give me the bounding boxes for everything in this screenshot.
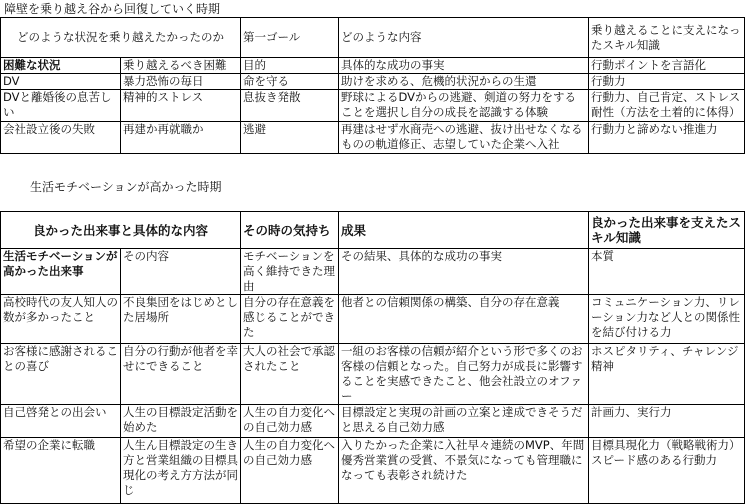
table1-header-goal: 第一ゴール [241,18,339,58]
table1-header-content: どのような内容 [339,18,589,58]
table1-sub-point: 行動ポイントを言語化 [589,58,745,74]
table-cell: 大人の社会で承認されたこと [241,344,339,405]
table1-subheader-row [1,58,745,74]
table-row [1,122,745,154]
table-cell: 一組のお客様の信頼が紹介という形で多くのお客様の信頼となった。自己努力が成長に影響することを実感できたこと、他会社設立のオファー [339,344,589,405]
table-row [1,438,745,504]
table-cell: 目標具現化力（戦略戦術力）スピード感のある行動力 [589,438,745,504]
table-row [1,74,745,90]
table-cell: ホスピタリティ、チャレンジ精神 [589,344,745,405]
table-cell: 精神的ストレス [121,90,241,122]
table-cell: コミュニケーション力、リレーション力など人との関係性を結び付ける力 [589,295,745,344]
table-cell: DV [1,74,121,90]
table1-sub-overcome: 乗り越えるべき困難 [121,58,241,74]
table2-header-result: 成果 [339,212,589,249]
table-cell: 不良集団をはじめとした居場所 [121,295,241,344]
table2-header-event: 良かった出来事と具体的な内容 [1,212,241,249]
table2-sub-content: その内容 [121,249,241,295]
recovery-period-table [0,17,745,154]
table-cell: 行動力 [589,74,745,90]
motivation-period-table [0,211,745,504]
table-row [1,295,745,344]
table-cell: 高校時代の友人知人の数が多かったこと [1,295,121,344]
table1-sub-purpose: 目的 [241,58,339,74]
table-cell: 目標設定と実現の計画の立案と達成できそうだと思える自己効力感 [339,405,589,438]
table-cell: 助けを求める、危機的状況からの生還 [339,74,589,90]
table-cell: DVと離婚後の息苦しい [1,90,121,122]
table-cell: 逃避 [241,122,339,154]
table1-sub-difficult: 困難な状況 [1,58,121,74]
table2-sub-reason: モチベーションを高く維持できた理由 [241,249,339,295]
table-row [1,90,745,122]
table-cell: 自己啓発との出会い [1,405,121,438]
table1-header-row [1,18,745,58]
table-cell: 人生の自力変化への自己効力感 [241,438,339,504]
table-cell: 野球によるDVからの逃避、剣道の努力をすることを選択し自分の成長を認識する体験 [339,90,589,122]
table-cell: 暴力恐怖の毎日 [121,74,241,90]
table-cell: 会社設立後の失敗 [1,122,121,154]
table2-sub-result: その結果、具体的な成功の事実 [339,249,589,295]
table2-subheader-row [1,249,745,295]
table-cell: 再建はせず水商売への逃避、抜け出せなくなるものの軌道修正、志望していた企業へ入社 [339,122,589,154]
table-cell: 計画力、実行力 [589,405,745,438]
table2-header-row [1,212,745,249]
table-row [1,344,745,405]
table2-header-feeling: その時の気持ち [241,212,339,249]
table-cell: 行動力、自己肯定、ストレス耐性（方法を土着的に体得） [589,90,745,122]
table1-header-skill: 乗り越えることに支えになったスキル知識 [589,18,745,58]
table-cell: 人生の自力変化への自己効力感 [241,405,339,438]
table-cell: 命を守る [241,74,339,90]
table-cell: 人生の目標設定活動を始めた [121,405,241,438]
table2-sub-event: 生活モチベーションが高かった出来事 [1,249,121,295]
table-cell: お客様に感謝されることの喜び [1,344,121,405]
table-cell: 行動力と諦めない推進力 [589,122,745,154]
table1-header-situation: どのような状況を乗り越えたかったのか [1,18,241,58]
table-cell: 希望の企業に転職 [1,438,121,504]
table-cell: 再建か再就職か [121,122,241,154]
table-cell: 人生ん目標設定の生き方と営業組織の目標具現化の考え方方法が同じ [121,438,241,504]
table-cell: 自分の行動が他者を幸せにできること [121,344,241,405]
table1-title: 障壁を乗り越え谷から回復していく時期 [4,2,221,16]
table-cell: 自分の存在意義を感じることができた [241,295,339,344]
table2-header-skill: 良かった出来事を支えたスキル知識 [589,212,745,249]
table-cell: 息抜き発散 [241,90,339,122]
table1-sub-fact: 具体的な成功の事実 [339,58,589,74]
table2-sub-essence: 本質 [589,249,745,295]
table-row [1,405,745,438]
table-cell: 他者との信頼関係の構築、自分の存在意義 [339,295,589,344]
table-cell: 入りたかった企業に入社早々連続のMVP、年間優秀営業賞の受賞、不景気になっても管理職になっても表彰され続けた [339,438,589,504]
table2-title: 生活モチベーションが高かった時期 [30,180,222,194]
